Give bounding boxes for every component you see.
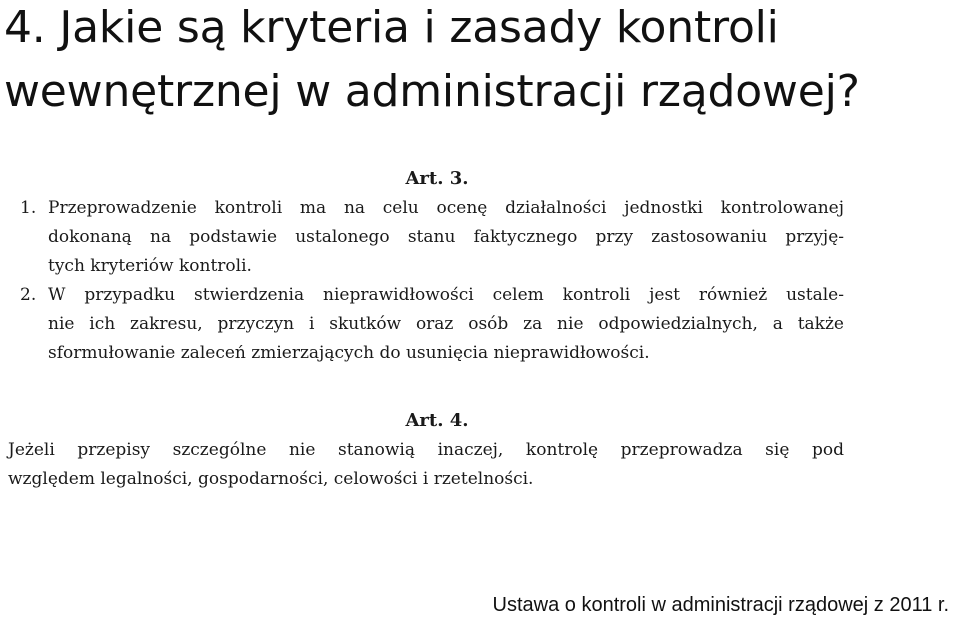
slide-title-line-2: wewnętrznej w administracji rządowej? (4, 66, 860, 117)
paragraph-line: Jeżeli przepisy szczególne nie stanowią inaczej, kontrolę przeprowadza się pod (8, 440, 844, 460)
source-caption: Ustawa o kontroli w administracji rządowej z 2011 r. (492, 594, 949, 616)
article-3-paragraph-2 (8, 281, 844, 368)
article-3-paragraph-1 (8, 194, 844, 281)
paragraph-line: nie ich zakresu, przyczyn i skutków oraz osób za nie odpowiedzialnych, a także (48, 314, 844, 334)
paragraph-line: sformułowanie zaleceń zmierzających do usunięcia nieprawidłowości. (48, 343, 650, 363)
paragraph-line: Przeprowadzenie kontroli ma na celu ocenę działalności jednostki kontrolowanej (48, 198, 844, 218)
paragraph-number: 2. (20, 285, 37, 305)
law-excerpt-image (8, 166, 844, 494)
slide-title (4, 0, 954, 124)
paragraph-number: 1. (20, 198, 37, 218)
article-3-heading: Art. 3. (405, 168, 469, 189)
paragraph-line: dokonaną na podstawie ustalonego stanu faktycznego przy zastosowaniu przyję- (48, 227, 844, 247)
article-4-paragraph (8, 436, 844, 494)
paragraph-line: względem legalności, gospodarności, celowości i rzetelności. (8, 469, 534, 489)
paragraph-line: W przypadku stwierdzenia nieprawidłowości celem kontroli jest również ustale- (48, 285, 844, 305)
article-4-heading: Art. 4. (405, 410, 469, 431)
paragraph-line: tych kryteriów kontroli. (48, 256, 252, 276)
slide-title-line-1: 4. Jakie są kryteria i zasady kontroli (4, 2, 779, 53)
